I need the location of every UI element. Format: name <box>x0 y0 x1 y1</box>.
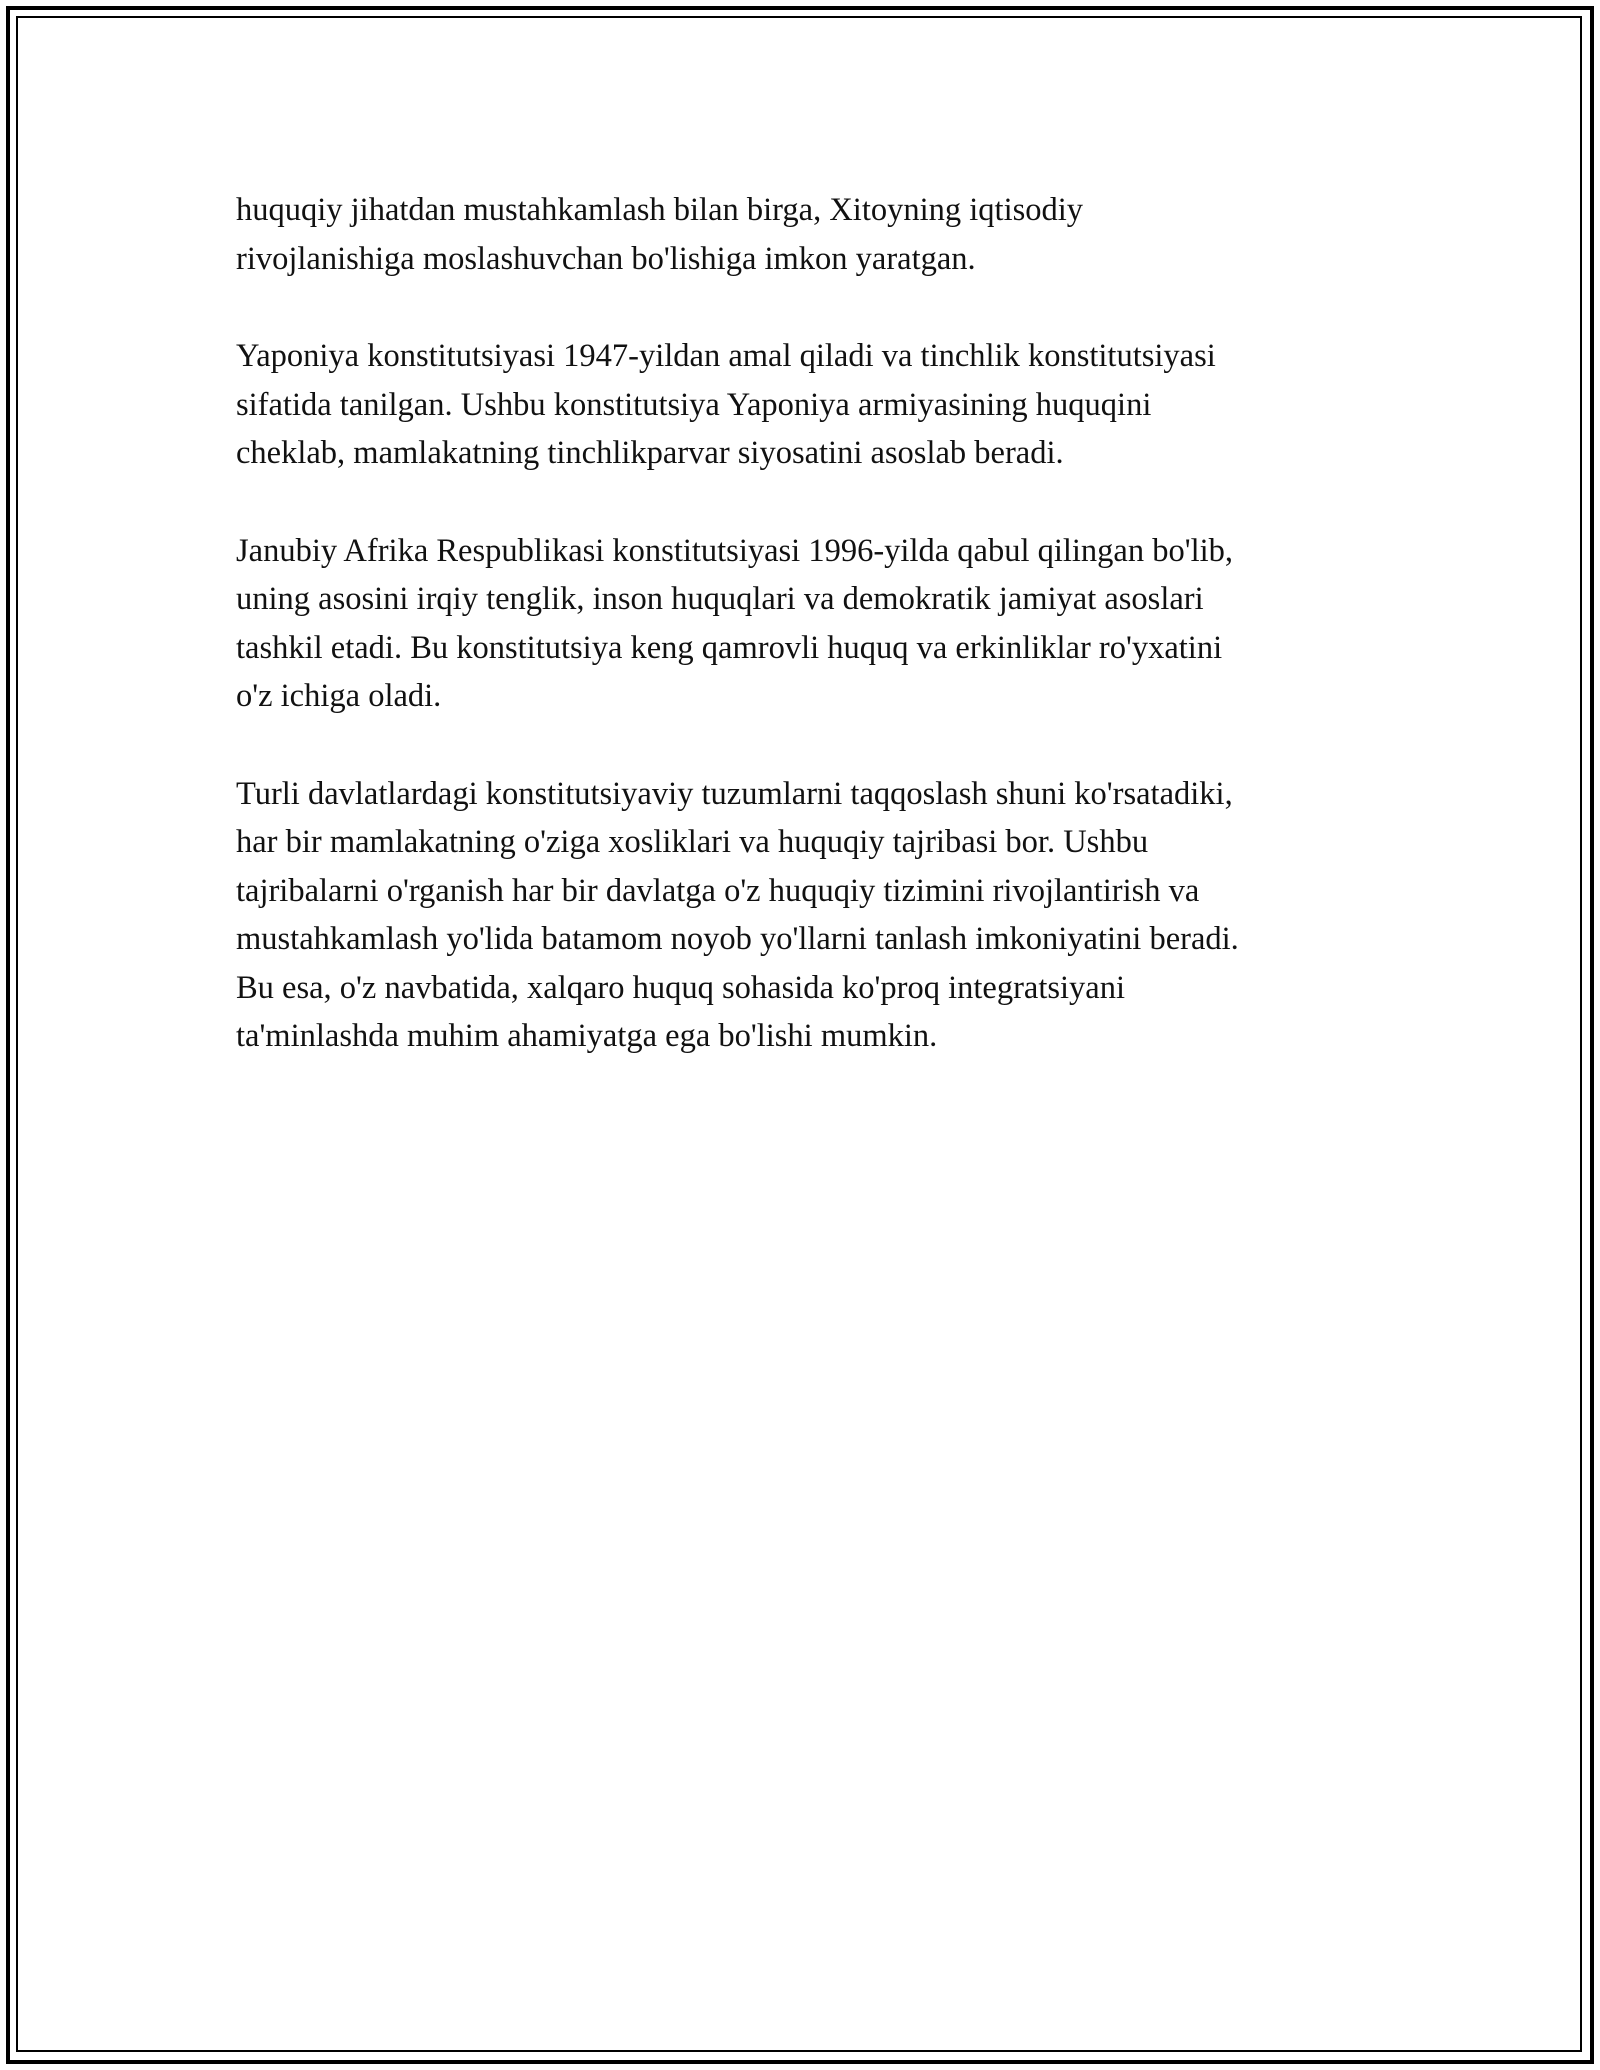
paragraph-comparison-conclusion: Turli davlatlardagi konstitutsiyaviy tuzumlarni taqqoslash shuni ko'rsatadiki, har bir mamlakatning o'ziga xosliklari va huquqiy tajribasi bor. Ushbu tajribalarni o'rganish har bir davlatga o'z huquqiy tizimini rivojlantirish va mustahkamlash yo'lida batamom noyob yo'llarni tanlash imkoniyatini beradi. Bu esa, o'z navbatida, xalqaro huquq sohasida ko'proq integratsiyani ta'minlashda muhim ahamiyatga ega bo'lishi mumkin. <box>236 775 1239 1054</box>
paragraph-china-continuation: huquqiy jihatdan mustahkamlash bilan birga, Xitoyning iqtisodiy rivojlanishiga moslashuvchan bo'lishiga imkon yaratgan. <box>236 192 1084 277</box>
paragraph-japan-constitution: Yaponiya konstitutsiyasi 1947-yildan amal qiladi va tinchlik konstitutsiyasi sifatida tanilgan. Ushbu konstitutsiya Yaponiya armiyasining huquqini cheklab, mamlakatning tinchlikparvar siyosatini asoslab beradi. <box>236 338 1216 471</box>
paragraph-south-africa-constitution: Janubiy Afrika Respublikasi konstitutsiyasi 1996-yilda qabul qilingan bo'lib, uning asosini irqiy tenglik, inson huquqlari va demokratik jamiyat asoslari tashkil etadi. Bu konstitutsiya keng qamrovli huquq va erkinliklar ro'yxatini o'z ichiga oladi. <box>236 532 1234 714</box>
document-body <box>236 186 1376 1110</box>
